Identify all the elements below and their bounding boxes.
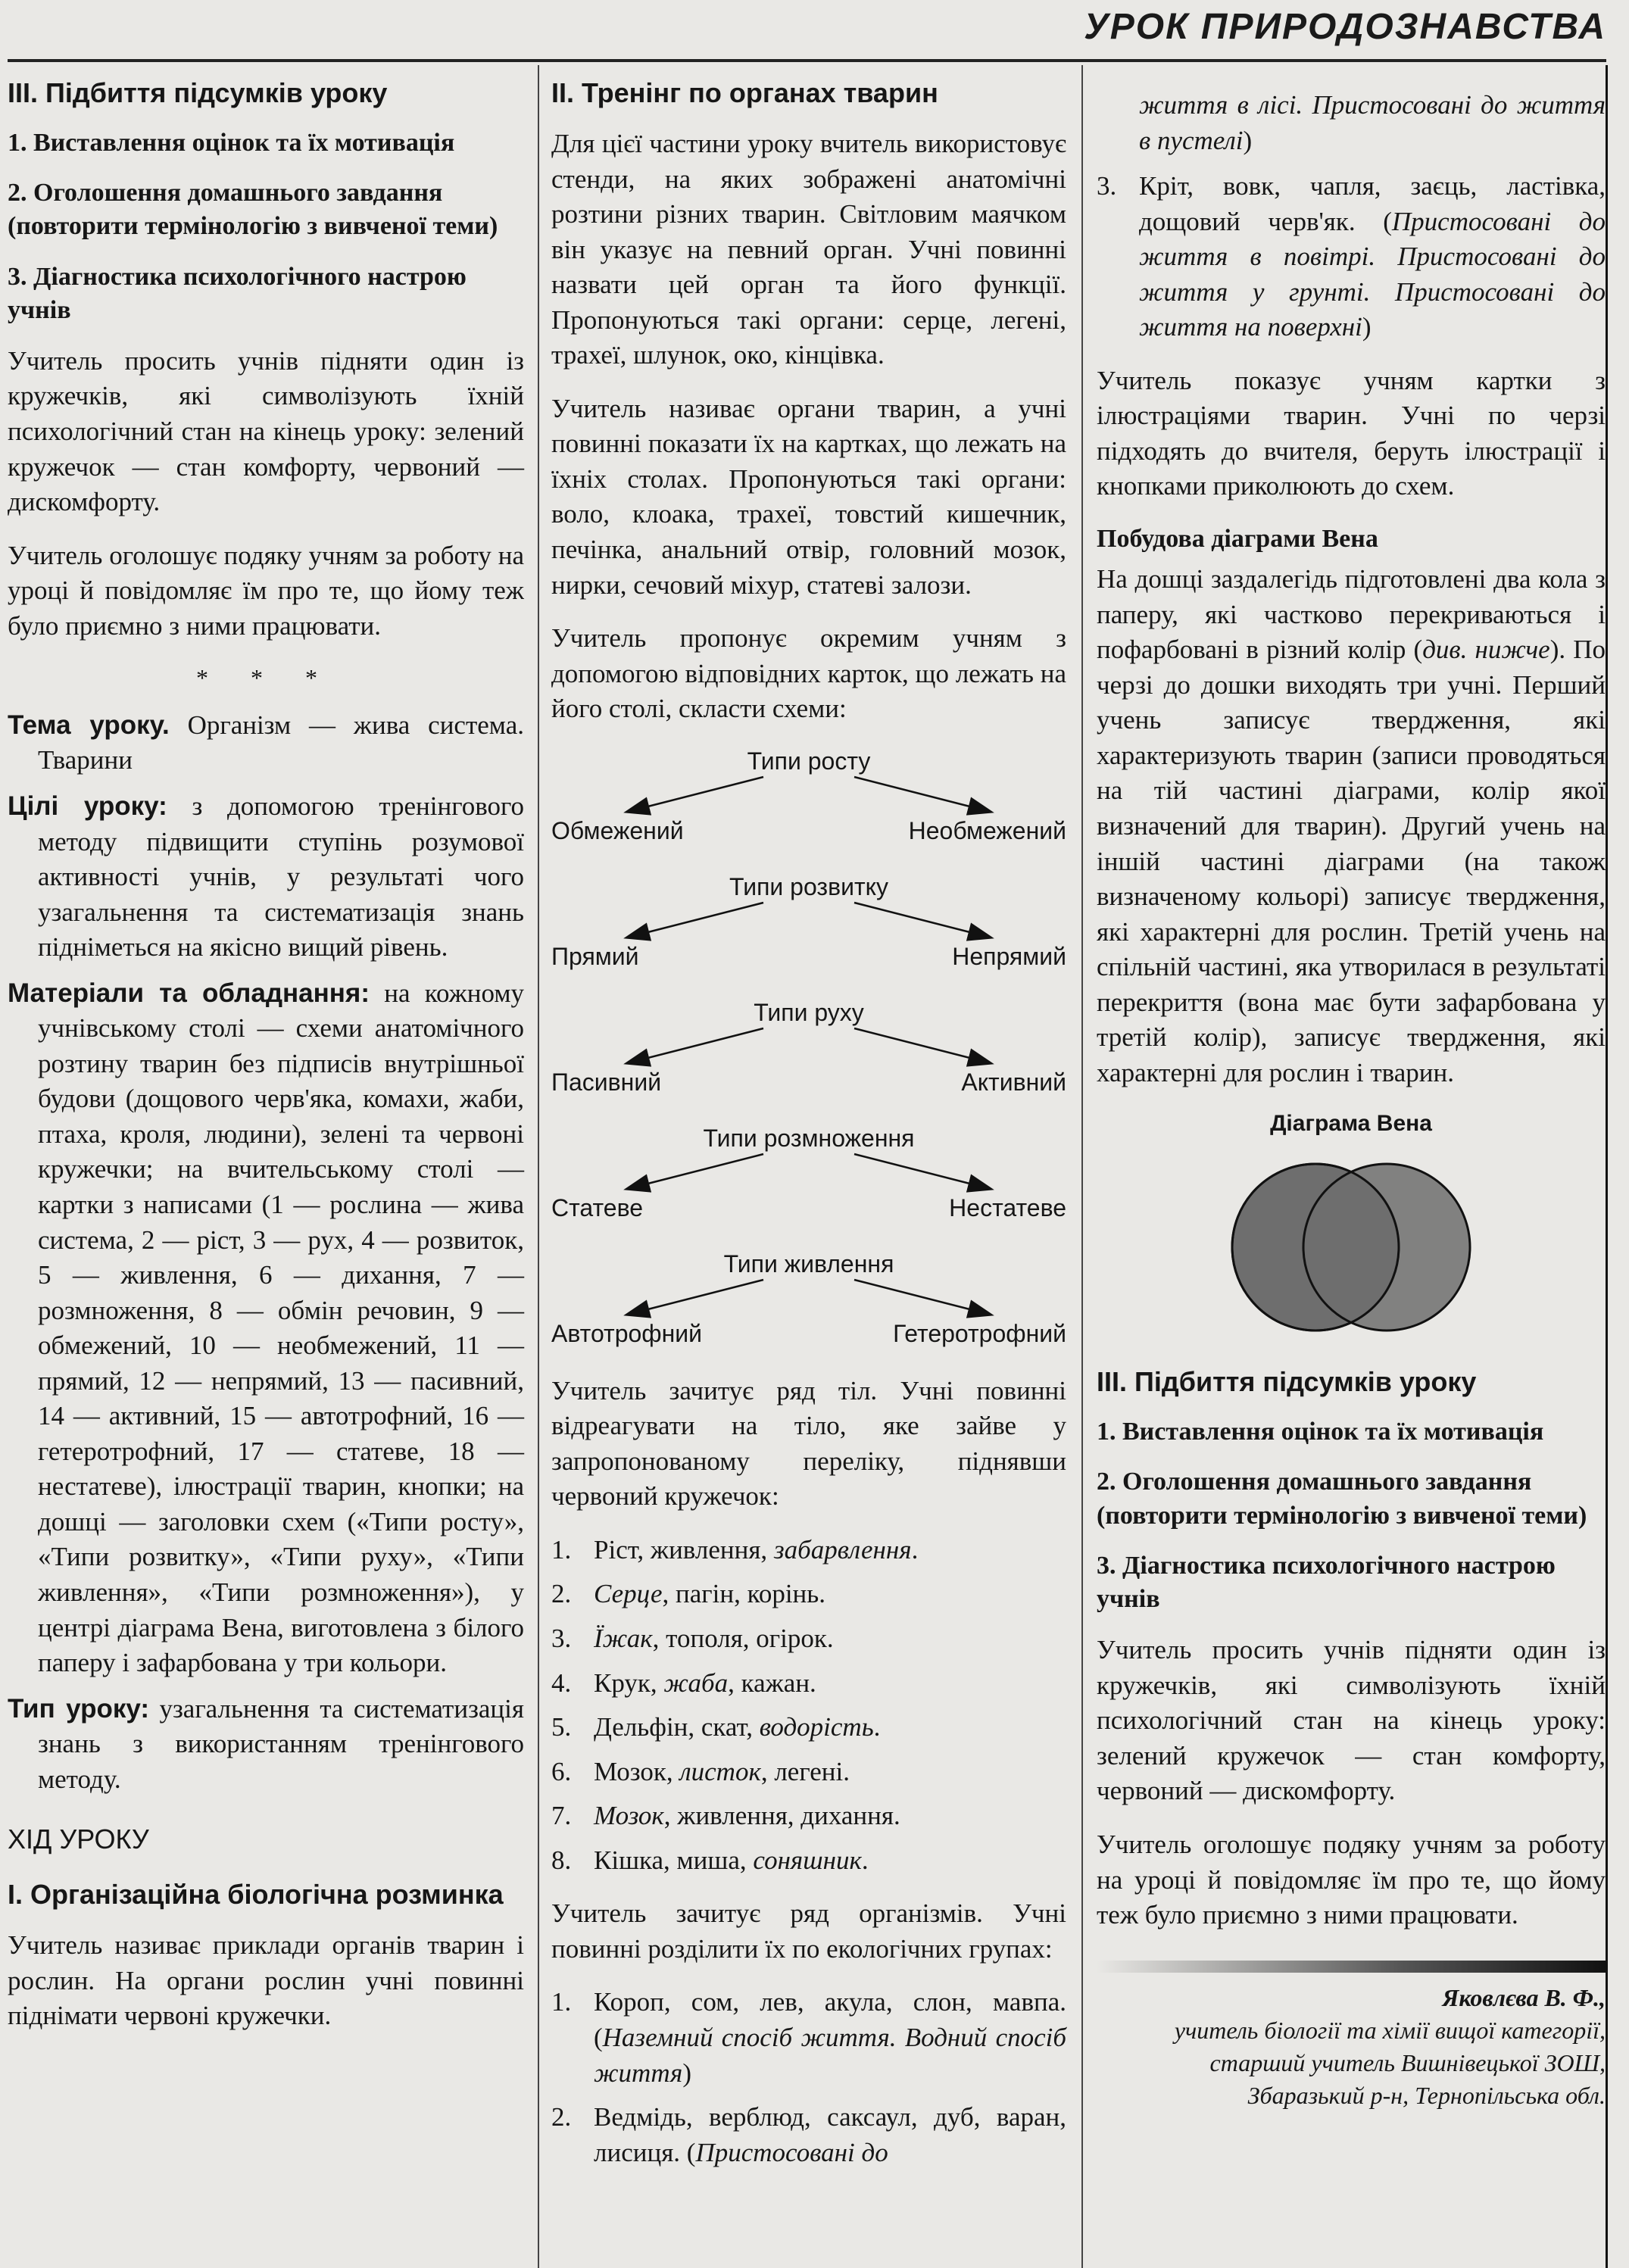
odd-word: водорість [759, 1712, 874, 1742]
summary-item-2: 2. Оголошення домашнього завдання (повторити термінологію з вивченої теми) [1097, 1468, 1587, 1530]
arrow-left [627, 903, 763, 937]
author-signature [1097, 1982, 1606, 2113]
summary-item-3: 3. Діагностика психологічного настрою учнів [8, 262, 467, 324]
item-text: , тополя, огірок. [652, 1624, 834, 1654]
odd-word: забарвлення [773, 1534, 912, 1565]
arrow-left [627, 1154, 763, 1189]
list-item [551, 1710, 1066, 1745]
column-divider [538, 65, 539, 2268]
signature-rule [1097, 1961, 1606, 1973]
lesson-materials [8, 976, 524, 1681]
list-item [551, 1843, 1066, 1879]
list-item: 1. Короп, сом, лев, акула, слон, мавпа. (Наземний спосіб життя. Водний спосіб життя) [551, 1987, 1066, 2088]
item-text: Кішка, миша, [594, 1845, 754, 1875]
list-text [594, 1666, 1066, 1702]
scheme-left-type: Прямий [551, 942, 639, 970]
eco-item-end: ) [1243, 125, 1253, 155]
list-item [551, 1533, 1066, 1568]
list-item [551, 1798, 1066, 1834]
summary-heading: III. Підбиття підсумків уроку [1097, 1366, 1477, 1398]
list-text [594, 1798, 1066, 1834]
scheme-left-type: Автотрофний [551, 1319, 703, 1347]
eco-item-answer: життя в лісі. Пристосовані до життя в пустелі [1139, 90, 1606, 155]
scheme-arrows [551, 898, 1066, 944]
column-2 [551, 76, 1066, 2188]
summary-item-1: 1. Виставлення оцінок та їх мотивація [8, 129, 455, 157]
list-number: 1. [551, 1534, 572, 1565]
lesson-topic [8, 708, 524, 778]
eco-groups-list-cont [1097, 169, 1606, 345]
venn-text: На дошці заздалегідь підготовлені два кола з паперу, які частково перекриваються і пофарбовані в різний колір ( [1097, 564, 1606, 665]
eco-item-answer: Пристосовані до [695, 2137, 888, 2167]
eco-item-text: Короп, сом, лев, акула, слон, мавпа. ( [594, 1987, 1066, 2052]
lesson-course-heading: ХІД УРОКУ [8, 1823, 149, 1855]
scheme-diagram [551, 1122, 1066, 1248]
list-item [1097, 169, 1606, 345]
materials-text: на кожному учнівському столі — схеми анатомічного розтину тварин без підписів внутрішньої будови (дощового черв'яка, комахи, жаби, птаха, кроля, людини), зелені та червоні кружечки; на вчительському столі — картки з написами (1 — рослина — жива система, 2 — ріст, 3 — рух, 4 — розвиток, 5 — живлення, 6 — дихання, 7 — розмноження, 8 — обмін речовин, 9 — обмежений, 10 — необмежений, 11 — прямий, 12 — непрямий, 13 — пасивний, 14 — активний, 15 — автотрофний, 16 — гетеротрофний, 17 — статеве, 18 — нестатеве), ілюстрації тварин, кнопки; на дошці — заголовки схем («Типи росту», «Типи розвитку», «Типи руху», «Типи живлення», «Типи розмноження»), у центрі діаграма Вена, виготовлена з білого паперу і зафарбована у три кольори. [38, 978, 524, 1678]
item-end: . [911, 1534, 919, 1565]
odd-word: Мозок [594, 1801, 664, 1831]
lesson-type [8, 1692, 524, 1798]
venn-circle-right [1303, 1164, 1470, 1331]
summary-paragraph: Учитель просить учнів підняти один із кружечків, які символізують їхній психологічний стан на кінець уроку: зелений кружечок — стан комфорту, червоний — дискомфорту. [1097, 1635, 1606, 1806]
list-number: 7. [551, 1801, 572, 1831]
column-1 [8, 76, 524, 2052]
topic-text: Організм — жива система. Тварини [38, 710, 524, 775]
scheme-left-type: Статеве [551, 1193, 644, 1221]
list-text [594, 1621, 1066, 1657]
list-text [594, 1755, 1066, 1790]
scheme-arrows [551, 1275, 1066, 1321]
materials-label: Матеріали та обладнання: [8, 978, 370, 1008]
section-2-paragraph: Учитель зачитує ряд тіл. Учні повинні відреагувати на тіло, яке зайве у запропонованому переліку, піднявши червоний кружечок: [551, 1375, 1066, 1511]
arrow-right [854, 1154, 991, 1189]
item-end: . [873, 1712, 881, 1742]
type-label: Тип уроку: [8, 1693, 150, 1724]
arrow-right [854, 1280, 991, 1315]
scheme-diagram [551, 1248, 1066, 1374]
list-number: 3. [551, 1624, 572, 1654]
list-number: 5. [551, 1712, 572, 1742]
scheme-title: Типи живлення [723, 1249, 894, 1278]
item-text: Мозок, [594, 1756, 680, 1786]
scheme-left-type: Обмежений [551, 816, 684, 844]
item-text: , живлення, дихання. [663, 1801, 900, 1831]
summary-paragraph: Учитель просить учнів підняти один із кружечків, які символізують їхній психологічний стан на кінець уроку: зелений кружечок — стан комфорту, червоний — дискомфорту. [8, 345, 524, 517]
section-2-heading: ІІ. Тренінг по органах тварин [551, 77, 938, 108]
arrow-right [854, 1028, 991, 1063]
eco-item-end: ) [1362, 312, 1372, 342]
type-text: узагальнення та систематизація знань з використанням тренінгового методу. [38, 1693, 524, 1794]
arrow-right [854, 903, 991, 937]
column-3 [1097, 88, 1606, 2112]
odd-word: жаба [663, 1667, 729, 1698]
list-item [551, 1755, 1066, 1790]
venn-diagram-title: Діаграма Вена [1270, 1111, 1432, 1137]
list-text [594, 1843, 1066, 1879]
item-text: Крук, [594, 1667, 664, 1698]
schemes-block [551, 745, 1066, 1374]
section-2-paragraph: Учитель називає органи тварин, а учні повинні показати їх на картках, що лежать на їхніх столах. Пропонуються такі органи: воло, клоака, трахеї, товстий кишечник, печінка, анальний отвір, головний мозок, нирки, сечовий міхур, статеві залози. [551, 393, 1066, 600]
summary-paragraph: Учитель оголошує подяку учням за роботу на уроці й повідомляє їм про те, що йому теж було приємно з ними працювати. [1097, 1829, 1606, 1930]
section-2-paragraph: Для цієї частини уроку вчитель використовує стенди, на яких зображені анатомічні розтини різних тварин. Світловим маячком він указує на певний орган. Учні повинні назвати цей орган та його функції. Пропонуються такі органи: серце, легені, трахеї, шлунок, око, кінцівка. [551, 129, 1066, 370]
summary-item-3: 3. Діагностика психологічного настрою учнів [1097, 1551, 1556, 1614]
item-text: Дельфін, скат, [594, 1712, 760, 1742]
venn-heading: Побудова діаграми Вена [1097, 525, 1378, 554]
venn-text: ). По черзі до дошки виходять три учні. Перший учень записує твердження, які характеризують тварин (записи проводяться на тій частині діаграми, колір якої визначений для тварин). Другий учень на іншій частині діаграми (на також визначеному кольорі) записує твердження, які характерні для рослин. Третій учень на спільній частині, яка утворилася в результаті перекриття (вона має бути зафарбована у третій колір), записує твердження, які характерні для рослин і тварин. [1097, 635, 1606, 1087]
illustrations-paragraph: Учитель показує учням картки з ілюстраціями тварин. Учні по черзі підходять до вчителя, беруть ілюстрації і кнопками приколюють до схем. [1097, 365, 1606, 501]
section-1-text: Учитель називає приклади органів тварин і рослин. На органи рослин учні повинні піднімати червоні кружечки. [8, 1930, 524, 2031]
eco-item-text: Ведмідь, верблюд, саксаул, дуб, варан, лисиця. ( [594, 2102, 1066, 2167]
list-number: 2. [551, 1579, 572, 1609]
item-text: Ріст, живлення, [594, 1534, 774, 1565]
scheme-diagram [551, 997, 1066, 1122]
lesson-goals [8, 789, 524, 966]
eco-item-text: Кріт, вовк, чапля, заєць, ластівка, дощовий черв'як. ( [1139, 171, 1606, 236]
scheme-right-type: Необмежений [908, 816, 1066, 844]
scheme-right-type: Нестатеве [949, 1193, 1066, 1221]
scheme-left-type: Пасивний [551, 1068, 662, 1096]
goals-label: Цілі уроку: [8, 791, 167, 821]
goals-text: з допомогою тренінгового методу підвищити ступінь розумової активності учнів, у результаті чого узагальнення та систематизація знань підніметься на якісно вищий рівень. [38, 791, 524, 962]
scheme-title: Типи розвитку [729, 872, 888, 900]
summary-heading: III. Підбиття підсумків уроку [8, 77, 388, 108]
summary-paragraph: Учитель оголошує подяку учням за роботу на уроці й повідомляє їм про те, що йому теж було приємно з ними працювати. [8, 540, 524, 641]
item-end: , кажан. [728, 1667, 816, 1698]
eco-item-answer: Пристосовані до життя в повітрі. Пристосовані до життя у грунті. Пристосовані до життя на поверхні [1139, 206, 1606, 342]
scheme-arrows [551, 1150, 1066, 1195]
scheme-right-type: Гетеротрофний [893, 1319, 1066, 1347]
arrow-right [854, 777, 991, 812]
item-text: , пагін, корінь. [662, 1579, 825, 1609]
odd-word: Серце [594, 1579, 663, 1609]
section-separator: * * * [196, 664, 335, 692]
eco-item-end: ) [682, 2057, 691, 2088]
eco-groups-list [551, 1985, 1066, 2170]
author-position: учитель біології та хімії вищої категорії, [1174, 2016, 1606, 2044]
author-location: Збаразький р-н, Тернопільська обл. [1247, 2082, 1606, 2110]
arrow-left [627, 1028, 763, 1063]
header-rule [8, 59, 1606, 62]
arrow-left [627, 777, 763, 812]
item-end: , легені. [760, 1756, 850, 1786]
scheme-title: Типи руху [754, 998, 864, 1026]
section-2-paragraph: Учитель пропонує окремим учням з допомогою відповідних карток, що лежать на його столі, скласти схеми: [551, 623, 1066, 724]
odd-word: Їжак [594, 1624, 653, 1654]
scheme-arrows [551, 1024, 1066, 1069]
list-number: 3. [1097, 171, 1117, 201]
right-border [1606, 65, 1608, 2268]
list-number: 6. [551, 1756, 572, 1786]
venn-text-italic: див. нижче [1422, 635, 1550, 665]
summary-item-2: 2. Оголошення домашнього завдання (повторити термінологію з вивченої теми) [8, 179, 498, 241]
list-number: 4. [551, 1667, 572, 1698]
odd-word: соняшник [753, 1845, 862, 1875]
scheme-diagram [551, 745, 1066, 871]
venn-diagram [1226, 1145, 1476, 1349]
scheme-title: Типи розмноження [703, 1124, 915, 1152]
eco-item-answer: Наземний спосіб життя. Водний спосіб життя [594, 2022, 1066, 2088]
scheme-right-type: Непрямий [952, 942, 1066, 970]
list-number: 8. [551, 1845, 572, 1875]
odd-one-out-list [551, 1533, 1066, 1878]
topic-label: Тема уроку. [8, 710, 170, 740]
item-end: . [861, 1845, 869, 1875]
section-1-heading: І. Організаційна біологічна розминка [8, 1879, 504, 1911]
summary-item-1: 1. Виставлення оцінок та їх мотивація [1097, 1418, 1544, 1446]
scheme-arrows [551, 772, 1066, 818]
column-divider [1081, 65, 1083, 2268]
section-2-paragraph: Учитель зачитує ряд організмів. Учні повинні розділити їх по екологічних групах: [551, 1898, 1066, 1964]
page-header-title: УРОК ПРИРОДОЗНАВСТВА [1084, 7, 1606, 47]
arrow-left [627, 1280, 763, 1315]
scheme-right-type: Активний [961, 1068, 1066, 1096]
scheme-title: Типи росту [747, 747, 871, 775]
venn-paragraph [1097, 562, 1606, 1090]
list-item [551, 1577, 1066, 1612]
list-text [594, 1533, 1066, 1568]
list-item: 2. Ведмідь, верблюд, саксаул, дуб, варан, лисиця. (Пристосовані до [551, 2102, 1066, 2167]
eco-item-continuation [1097, 88, 1606, 158]
list-text [594, 1710, 1066, 1745]
odd-word: листок [679, 1756, 761, 1786]
author-school: старший учитель Вишнівецької ЗОШ, [1209, 2048, 1606, 2076]
scheme-diagram [551, 871, 1066, 997]
list-item [551, 1621, 1066, 1657]
list-item [551, 1666, 1066, 1702]
list-text [594, 1577, 1066, 1612]
author-name: Яковлєва В. Ф., [1442, 1983, 1606, 2011]
